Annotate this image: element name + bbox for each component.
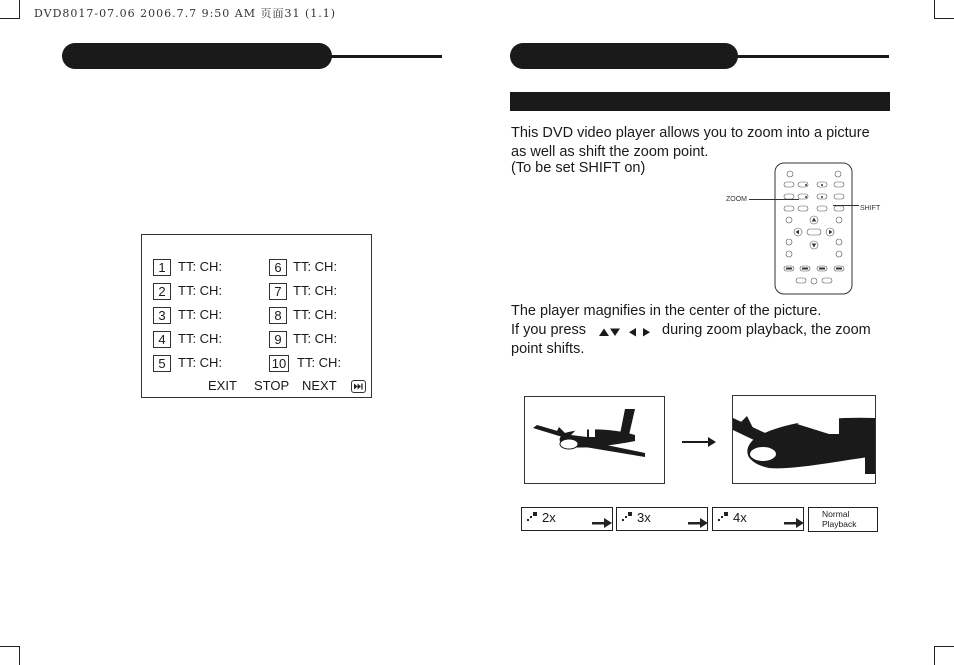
subsection-bar <box>510 92 890 111</box>
crop-mark <box>0 646 20 647</box>
zoom-icon <box>526 512 538 522</box>
body-line-1: The player magnifies in the center of the picture. <box>511 303 822 319</box>
menu-entry: TT: CH: <box>178 283 223 298</box>
normal-playback-line-2: Playback <box>822 519 857 529</box>
menu-entry: TT: CH: <box>178 307 223 322</box>
section-header-pill-left <box>62 43 332 69</box>
zoom-step-label: 4x <box>733 510 747 525</box>
menu-entry: TT: CH: <box>178 259 223 274</box>
menu-number: 10 <box>269 355 289 372</box>
menu-entry: TT: CH: <box>293 259 338 274</box>
stop-label: STOP <box>254 378 290 393</box>
crop-mark <box>19 0 20 18</box>
direction-arrows-icon <box>598 325 654 336</box>
menu-number: 7 <box>269 283 287 300</box>
crop-mark <box>19 646 20 665</box>
crop-mark <box>934 646 935 665</box>
exit-label: EXIT <box>208 378 237 393</box>
remote-control-illustration <box>774 162 854 296</box>
menu-entry: TT: CH: <box>293 307 338 322</box>
menu-entry: TT: CH: <box>297 355 342 370</box>
zoom-callout-line <box>749 199 799 200</box>
menu-entry: TT: CH: <box>178 331 223 346</box>
menu-entry: TT: CH: <box>293 283 338 298</box>
crop-mark <box>934 646 954 647</box>
normal-playback-line-1: Normal <box>822 509 850 519</box>
menu-number: 5 <box>153 355 171 372</box>
intro-line-1: This DVD video player allows you to zoom into a picture <box>511 125 870 141</box>
airplane-zoomed-image <box>732 395 876 484</box>
normal-playback-step <box>808 507 878 532</box>
crop-mark <box>0 18 20 19</box>
menu-number: 3 <box>153 307 171 324</box>
step-arrow <box>688 515 708 525</box>
menu-number: 8 <box>269 307 287 324</box>
shift-callout-line <box>833 205 859 206</box>
crop-mark <box>934 18 954 19</box>
print-info: DVD8017-07.06 2006.7.7 9:50 AM 页面31 (1.1) <box>34 7 337 20</box>
shift-callout-label: SHIFT <box>860 205 881 212</box>
title-menu-box <box>141 234 372 398</box>
body-line-2b: during zoom playback, the zoom <box>662 322 871 338</box>
crop-mark <box>934 0 935 18</box>
body-line-3: point shifts. <box>511 341 585 357</box>
menu-entry: TT: CH: <box>293 331 338 346</box>
zoom-step-label: 3x <box>637 510 651 525</box>
section-header-rule-left <box>330 55 442 58</box>
menu-number: 6 <box>269 259 287 276</box>
menu-entry: TT: CH: <box>178 355 223 370</box>
arrow-to-zoom <box>682 434 716 444</box>
zoom-icon <box>621 512 633 522</box>
section-header-pill-right <box>510 43 738 69</box>
menu-number: 2 <box>153 283 171 300</box>
intro-line-2: as well as shift the zoom point. <box>511 144 709 160</box>
zoom-icon <box>717 512 729 522</box>
intro-line-3: (To be set SHIFT on) <box>511 160 646 176</box>
zoom-callout-label: ZOOM <box>726 196 747 203</box>
menu-number: 1 <box>153 259 171 276</box>
body-line-2a: If you press <box>511 322 586 338</box>
step-arrow <box>784 515 804 525</box>
section-header-rule-right <box>735 55 889 58</box>
next-chapter-icon <box>351 380 366 393</box>
step-arrow <box>592 515 612 525</box>
zoom-step-label: 2x <box>542 510 556 525</box>
menu-number: 9 <box>269 331 287 348</box>
airplane-normal-image <box>524 396 665 484</box>
menu-number: 4 <box>153 331 171 348</box>
next-label: NEXT <box>302 378 337 393</box>
